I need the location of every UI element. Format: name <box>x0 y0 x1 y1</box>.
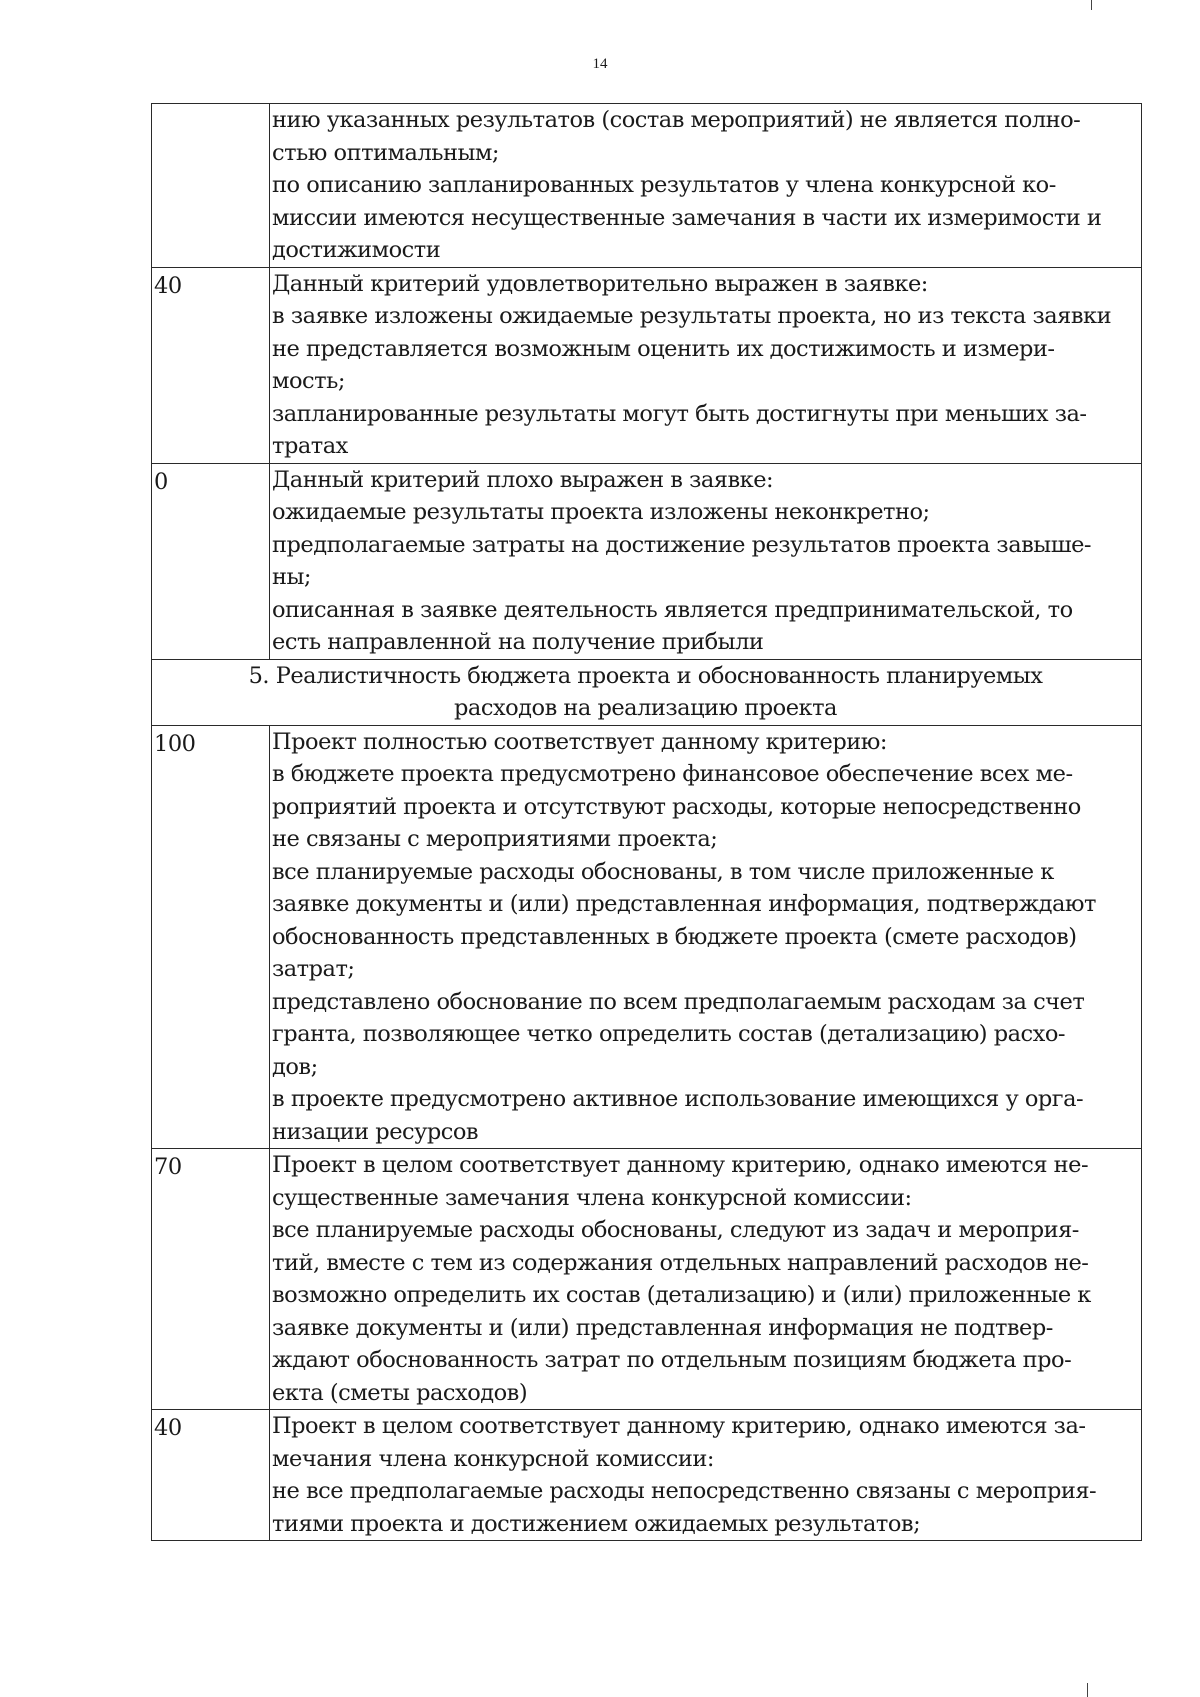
criterion-text-line: мечания члена конкурсной комиссии: <box>272 1445 714 1472</box>
criterion-text-line: дов; <box>272 1053 318 1080</box>
score-cell: 40 <box>152 1410 270 1541</box>
criterion-text-line: представлено обоснование по всем предполагаемым расходам за счет <box>272 988 1085 1015</box>
criterion-text-line: мость; <box>272 368 345 394</box>
criterion-text-line: существенные замечания члена конкурсной комиссии: <box>272 1184 912 1211</box>
criterion-text-line: Данный критерий плохо выражен в заявке: <box>272 466 774 493</box>
scan-mark <box>1087 1683 1088 1697</box>
criteria-row <box>152 104 1142 268</box>
criterion-text-line: ждают обоснованность затрат по отдельным позициям бюджета про- <box>272 1347 1072 1373</box>
criterion-text-line: все планируемые расходы обоснованы, в том числе приложенные к <box>272 858 1054 885</box>
score-cell: 70 <box>152 1149 270 1410</box>
criterion-text-line: в бюджете проекта предусмотрено финансовое обеспечение всех ме- <box>272 761 1073 787</box>
criterion-text-line: в проекте предусмотрено активное использование имеющихся у орга- <box>272 1086 1084 1112</box>
criterion-text-line: запланированные результаты могут быть достигнуты при меньших за- <box>272 400 1087 427</box>
score-cell <box>152 104 270 268</box>
criterion-text-line: заявке документы и (или) представленная информация, подтверждают <box>272 891 1096 917</box>
criterion-description-cell <box>270 725 1142 1149</box>
section-header-line: 5. Реалистичность бюджета проекта и обоснованность планируемых <box>248 662 1043 689</box>
criterion-text-line: Данный критерий удовлетворительно выражен в заявке: <box>272 270 928 297</box>
criterion-text-line: не связаны с мероприятиями проекта; <box>272 826 718 852</box>
criteria-rows-before <box>152 104 1142 660</box>
criterion-text-line: не все предполагаемые расходы непосредственно связаны с мероприя- <box>272 1478 1097 1504</box>
criterion-text-line: екта (сметы расходов) <box>272 1379 528 1406</box>
criterion-text-line: достижимости <box>272 237 441 263</box>
criteria-row <box>152 463 1142 659</box>
criterion-text-line: ны; <box>272 564 311 590</box>
criterion-text-line: гранта, позволяющее четко определить состав (детализацию) расхо- <box>272 1021 1065 1047</box>
criterion-description-cell <box>270 1149 1142 1410</box>
criterion-text-line: роприятий проекта и отсутствуют расходы, которые непосредственно <box>272 793 1081 820</box>
criterion-text-line: тий, вместе с тем из содержания отдельных направлений расходов не- <box>272 1249 1089 1276</box>
criteria-table <box>151 103 1142 1541</box>
scan-mark <box>1091 0 1092 10</box>
score-cell: 100 <box>152 725 270 1149</box>
section-header-cell <box>152 659 1142 725</box>
criterion-text-line: по описанию запланированных результатов у члена конкурсной ко- <box>272 172 1056 198</box>
criterion-text-line: тиями проекта и достижением ожидаемых результатов; <box>272 1510 921 1537</box>
criterion-text-line: затрат; <box>272 956 355 982</box>
criterion-text-line: есть направленной на получение прибыли <box>272 629 764 655</box>
criterion-text-line: низации ресурсов <box>272 1118 479 1145</box>
criterion-text-line: Проект полностью соответствует данному критерию: <box>272 728 887 755</box>
score-cell: 40 <box>152 267 270 463</box>
section-header-line: расходов на реализацию проекта <box>454 695 837 721</box>
section-header-group <box>152 659 1142 725</box>
criterion-text-line: тратах <box>272 433 348 459</box>
criterion-text-line: Проект в целом соответствует данному критерию, однако имеются не- <box>272 1152 1089 1178</box>
criterion-text-line: все планируемые расходы обоснованы, следуют из задач и мероприя- <box>272 1217 1079 1243</box>
criterion-text-line: ожидаемые результаты проекта изложены неконкретно; <box>272 499 930 525</box>
criteria-row <box>152 1149 1142 1410</box>
criterion-text-line: стью оптимальным; <box>272 139 499 166</box>
criterion-text-line: не представляется возможным оценить их достижимость и измери- <box>272 335 1055 362</box>
criterion-description-cell <box>270 104 1142 268</box>
criteria-rows-after <box>152 725 1142 1541</box>
criteria-row <box>152 1410 1142 1541</box>
criterion-text-line: обоснованность представленных в бюджете проекта (смете расходов) <box>272 923 1077 950</box>
criterion-text-line: заявке документы и (или) представленная информация не подтвер- <box>272 1314 1053 1341</box>
score-cell: 0 <box>152 463 270 659</box>
criteria-row <box>152 725 1142 1149</box>
criterion-description-cell <box>270 1410 1142 1541</box>
criterion-text-line: в заявке изложены ожидаемые результаты проекта, но из текста заявки <box>272 303 1112 329</box>
criteria-row <box>152 267 1142 463</box>
page-number: 14 <box>592 56 608 72</box>
section-header-row <box>152 659 1142 725</box>
criterion-text-line: предполагаемые затраты на достижение результатов проекта завыше- <box>272 531 1092 558</box>
criterion-text-line: нию указанных результатов (состав мероприятий) не является полно- <box>272 107 1081 133</box>
criterion-description-cell <box>270 267 1142 463</box>
criterion-text-line: возможно определить их состав (детализацию) и (или) приложенные к <box>272 1282 1091 1308</box>
criterion-text-line: миссии имеются несущественные замечания в части их измеримости и <box>272 204 1102 231</box>
criterion-text-line: описанная в заявке деятельность является предпринимательской, то <box>272 596 1073 623</box>
criterion-description-cell <box>270 463 1142 659</box>
criterion-text-line: Проект в целом соответствует данному критерию, однако имеются за- <box>272 1413 1086 1439</box>
